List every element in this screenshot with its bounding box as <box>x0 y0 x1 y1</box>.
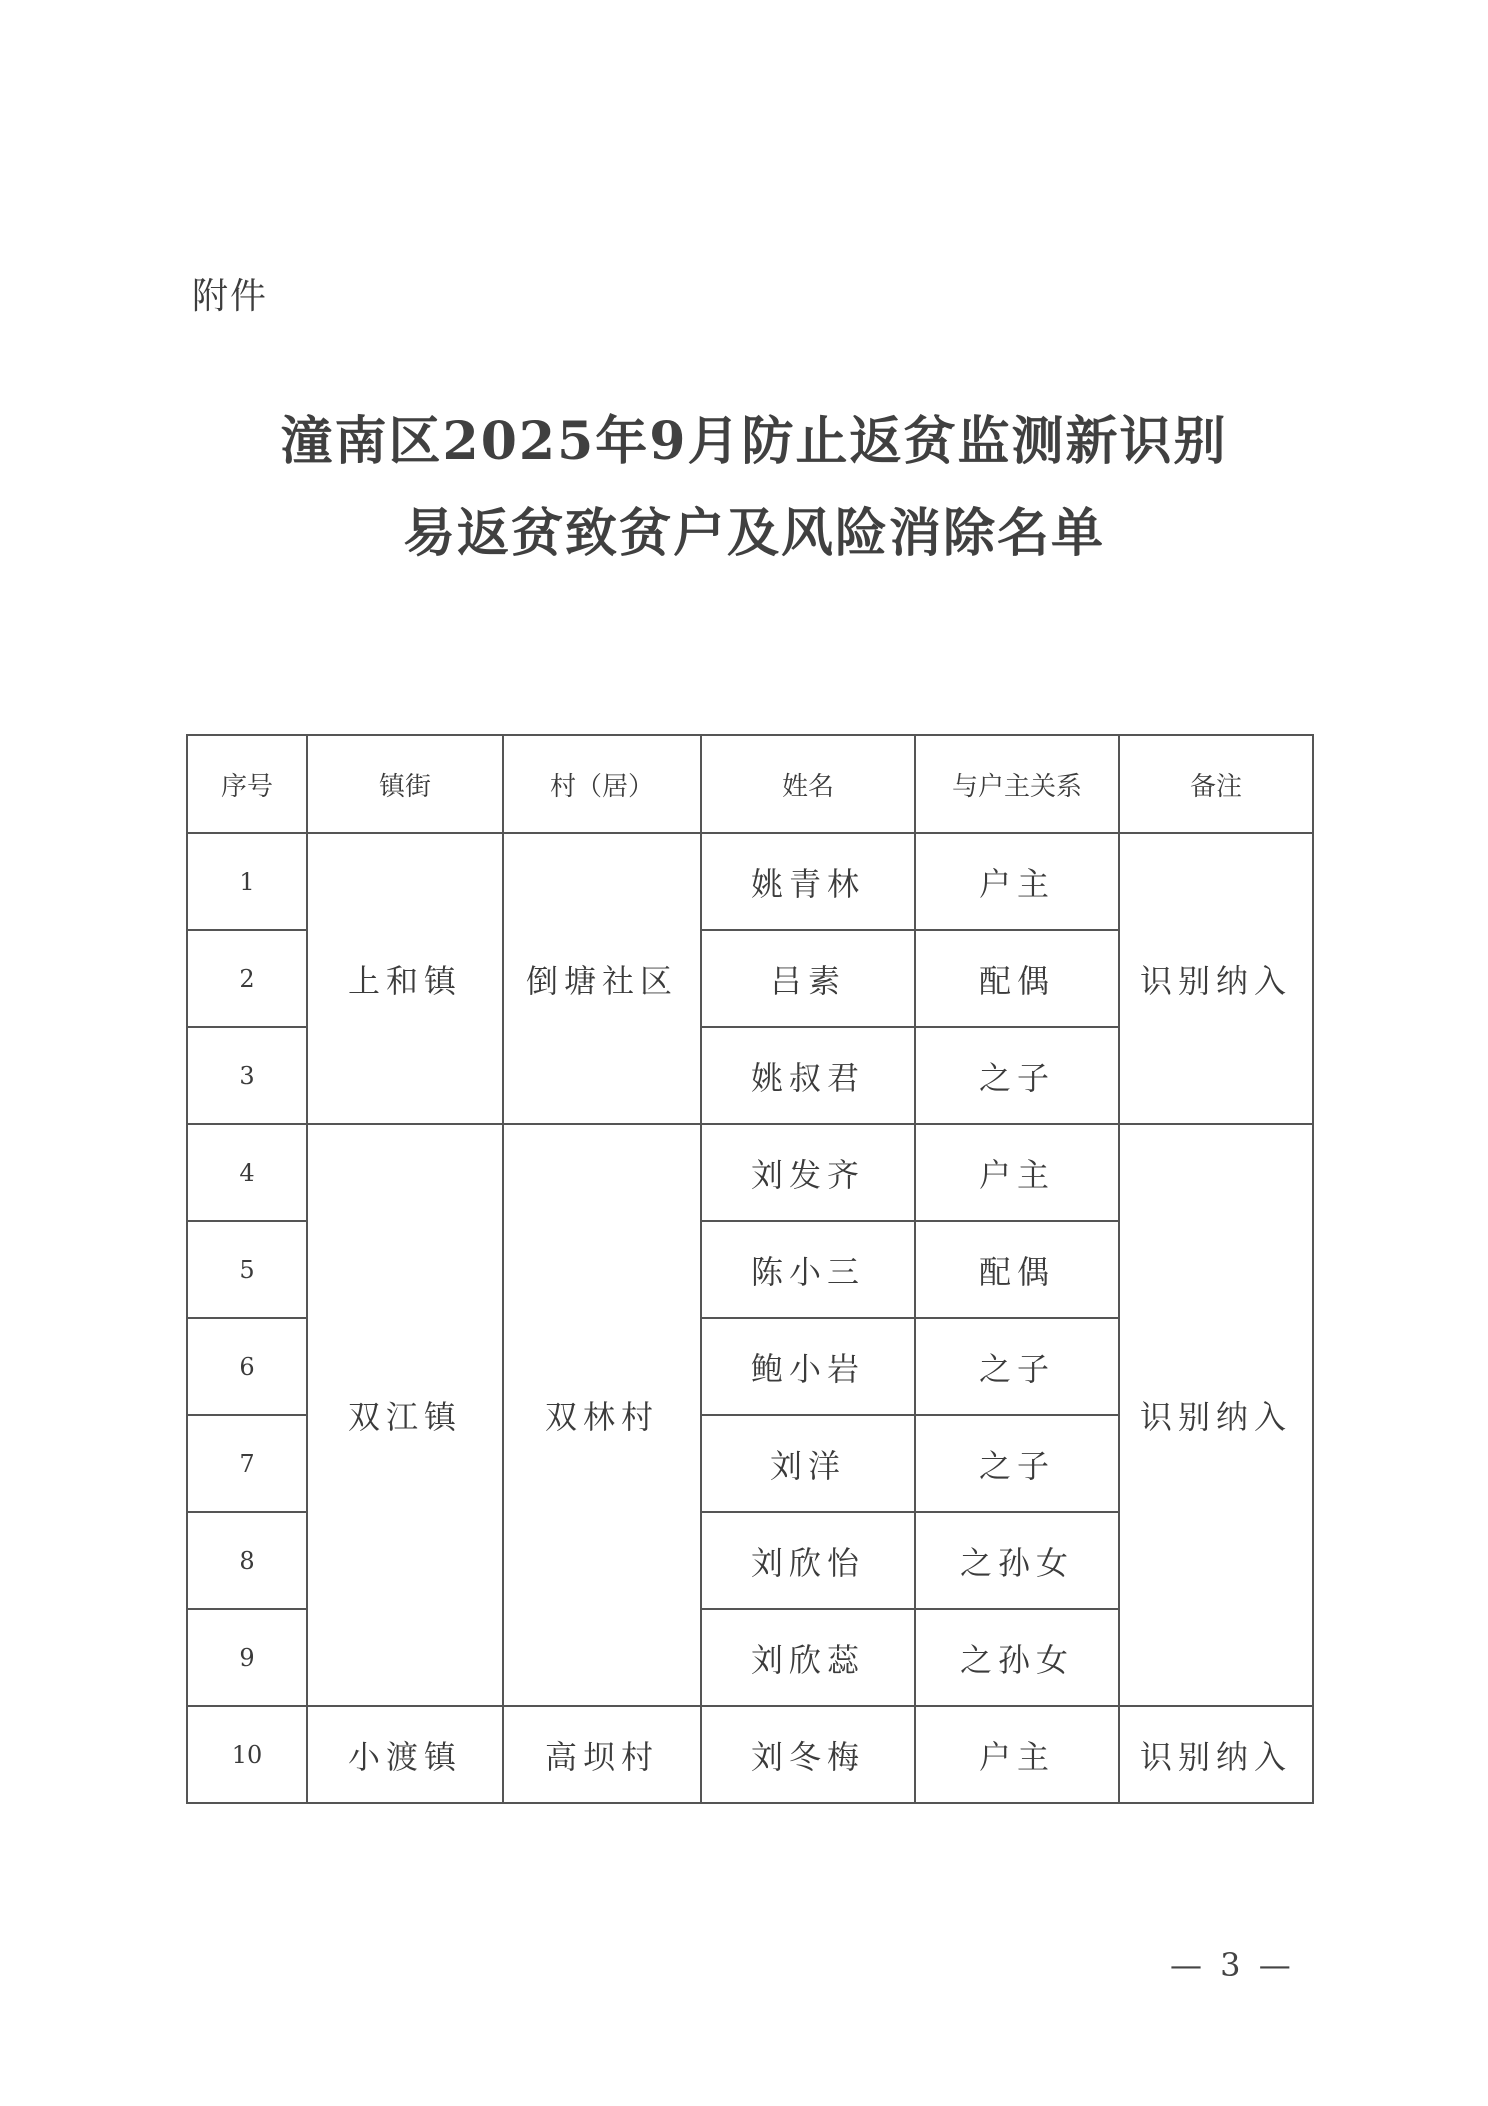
seq-cell: 4 <box>187 1124 307 1221</box>
seq-cell: 6 <box>187 1318 307 1415</box>
attachment-label: 附件 <box>192 276 269 317</box>
relation-cell: 之子 <box>915 1318 1119 1415</box>
roster-table <box>186 734 1314 1804</box>
table-row <box>187 1706 1313 1803</box>
seq-cell: 3 <box>187 1027 307 1124</box>
relation-cell: 配偶 <box>915 930 1119 1027</box>
header-relation: 与户主关系 <box>915 735 1119 833</box>
name-cell: 鲍小岩 <box>701 1318 915 1415</box>
name-cell: 陈小三 <box>701 1221 915 1318</box>
page-number: — 3 — <box>1170 1946 1295 1984</box>
village-cell: 双林村 <box>503 1124 701 1706</box>
name-cell: 吕素 <box>701 930 915 1027</box>
header-note: 备注 <box>1119 735 1313 833</box>
header-town: 镇街 <box>307 735 503 833</box>
relation-cell: 户主 <box>915 833 1119 930</box>
relation-cell: 户主 <box>915 1124 1119 1221</box>
name-cell: 刘发齐 <box>701 1124 915 1221</box>
note-cell: 识别纳入 <box>1119 1124 1313 1706</box>
name-cell: 姚叔君 <box>701 1027 915 1124</box>
document-title-line-2: 易返贫致贫户及风险消除名单 <box>402 503 1105 564</box>
table-row <box>187 833 1313 930</box>
header-seq: 序号 <box>187 735 307 833</box>
relation-cell: 之孙女 <box>915 1609 1119 1706</box>
note-cell: 识别纳入 <box>1119 1706 1313 1803</box>
village-cell: 倒塘社区 <box>503 833 701 1124</box>
name-cell: 刘冬梅 <box>701 1706 915 1803</box>
header-village: 村（居） <box>503 735 701 833</box>
roster-table-header <box>187 735 1313 833</box>
seq-cell: 5 <box>187 1221 307 1318</box>
header-name: 姓名 <box>701 735 915 833</box>
relation-cell: 户主 <box>915 1706 1119 1803</box>
seq-cell: 7 <box>187 1415 307 1512</box>
relation-cell: 配偶 <box>915 1221 1119 1318</box>
roster-table-body <box>187 833 1313 1803</box>
name-cell: 刘洋 <box>701 1415 915 1512</box>
village-cell: 高坝村 <box>503 1706 701 1803</box>
relation-cell: 之孙女 <box>915 1512 1119 1609</box>
table-row <box>187 1124 1313 1221</box>
name-cell: 刘欣蕊 <box>701 1609 915 1706</box>
town-cell: 上和镇 <box>307 833 503 1124</box>
seq-cell: 1 <box>187 833 307 930</box>
seq-cell: 2 <box>187 930 307 1027</box>
note-cell: 识别纳入 <box>1119 833 1313 1124</box>
document-title-line-1: 潼南区2025年9月防止返贫监测新识别 <box>280 411 1228 472</box>
relation-cell: 之子 <box>915 1027 1119 1124</box>
name-cell: 刘欣怡 <box>701 1512 915 1609</box>
name-cell: 姚青林 <box>701 833 915 930</box>
seq-cell: 10 <box>187 1706 307 1803</box>
seq-cell: 9 <box>187 1609 307 1706</box>
relation-cell: 之子 <box>915 1415 1119 1512</box>
town-cell: 双江镇 <box>307 1124 503 1706</box>
town-cell: 小渡镇 <box>307 1706 503 1803</box>
header-row <box>187 735 1313 833</box>
seq-cell: 8 <box>187 1512 307 1609</box>
